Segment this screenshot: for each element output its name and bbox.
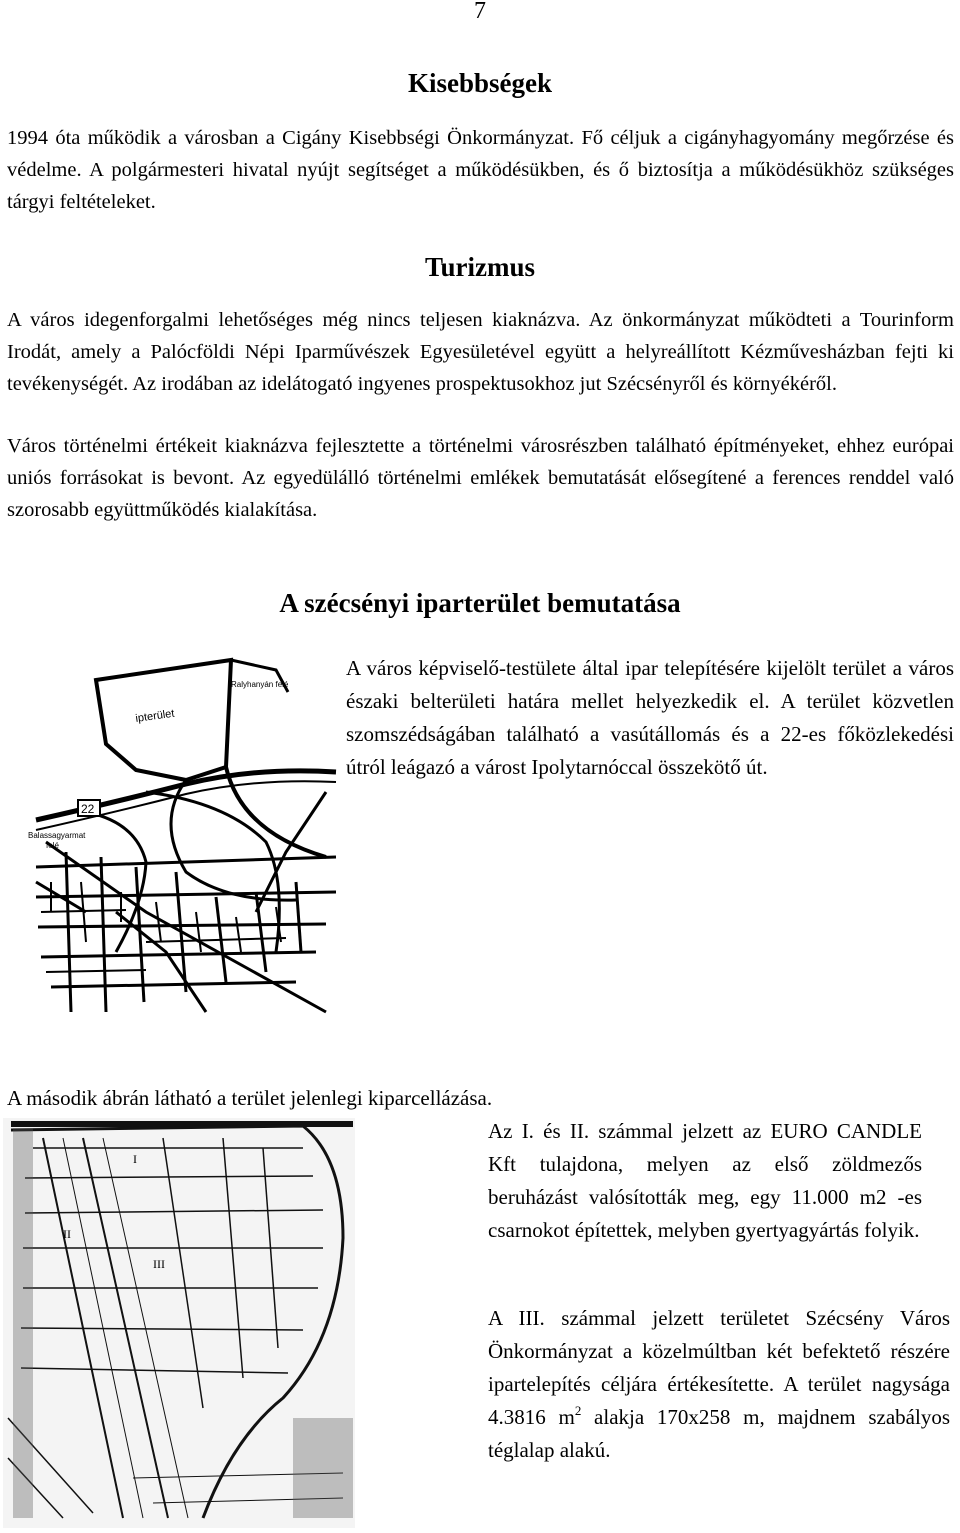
page-number: 7	[474, 0, 486, 24]
paragraph-turizmus-2: Város történelmi értékeit kiaknázva fejlesztette a történelmi városrészben található építményeket, ehhez európai uniós forrásokat is bevont. Az egyedülálló történelmi emlékek bemutatását elősegítené a ferences renddel való szorosabb együttműködés kialakítása.	[7, 435, 954, 521]
iparterulet-label: ipterület	[134, 707, 176, 725]
top-right-direction-label: Ralyhanyán felé	[231, 680, 289, 689]
plot-label-2: II	[63, 1227, 71, 1241]
parcel-map-figure	[3, 1118, 355, 1528]
paragraph-plots-1-2: Az I. és II. számmal jelzett az EURO CANDLE Kft tulajdona, melyen az első zöldmezős beruházást valósították meg, egy 11.000 m2 -es csarnokot építettek, melyben gyertyagyártás folyik.	[488, 1119, 922, 1242]
figure-caption: A második ábrán látható a terület jelenlegi kiparcellázása.	[7, 1086, 493, 1110]
heading-iparterulet: A szécsényi iparterület bemutatása	[279, 588, 681, 618]
plot-label-3: III	[153, 1257, 165, 1271]
road-22-label: 22	[81, 802, 95, 816]
paragraph-plot-3	[488, 1302, 950, 1467]
heading-turizmus: Turizmus	[424, 252, 536, 282]
left-direction-label-1: Balassagyarmat	[28, 831, 86, 840]
paragraph-iparterulet-intro: A város képviselő-testülete által ipar telepítésére kijelölt terület a város északi belterületi határa mellet helyezkedik el. A terület közvetlen szomszédságában található a vasútállomás és a 22-es főközlekedési útról leágazó a várost Ipolytarnóccal összekötő út.	[346, 656, 954, 779]
city-map-figure	[26, 652, 342, 1030]
superscript-2: 2	[574, 1403, 582, 1418]
paragraph-turizmus-1: A város idegenforgalmi lehetőséges még nincs teljesen kiaknázva. Az önkormányzat működteti a Tourinform Irodát, amely a Palócföldi Népi Iparművészek Egyesületével együtt a helyreállított Kézművesházban fejti ki tevékenységét. Az irodában az idelátogató ingyenes prospektusokhoz jut Szécsényről és környékéről.	[7, 309, 954, 395]
plot-3-text-b: alakja 170x258 m, majdnem szabályos téglalap alakú.	[488, 1405, 950, 1462]
plot-3-text-a: A III. számmal jelzett területet Szécsény Város Önkormányzat a közelmúltban két befektető részére ipartelepítés céljára értékesítette. A terület nagysága 4.3816 m	[488, 1306, 950, 1429]
plot-label-1: I	[133, 1152, 137, 1166]
left-direction-label-2: felé	[46, 841, 59, 850]
paragraph-kisebbsegek: 1994 óta működik a városban a Cigány Kisebbségi Önkormányzat. Fő céljuk a cigányhagyomány megőrzése és védelme. A polgármesteri hivatal nyújt segítséget a működésükben, és ő biztosítja a működésükhöz szükséges tárgyi feltételeket.	[7, 127, 954, 213]
heading-kisebbsegek: Kisebbségek	[407, 68, 553, 98]
